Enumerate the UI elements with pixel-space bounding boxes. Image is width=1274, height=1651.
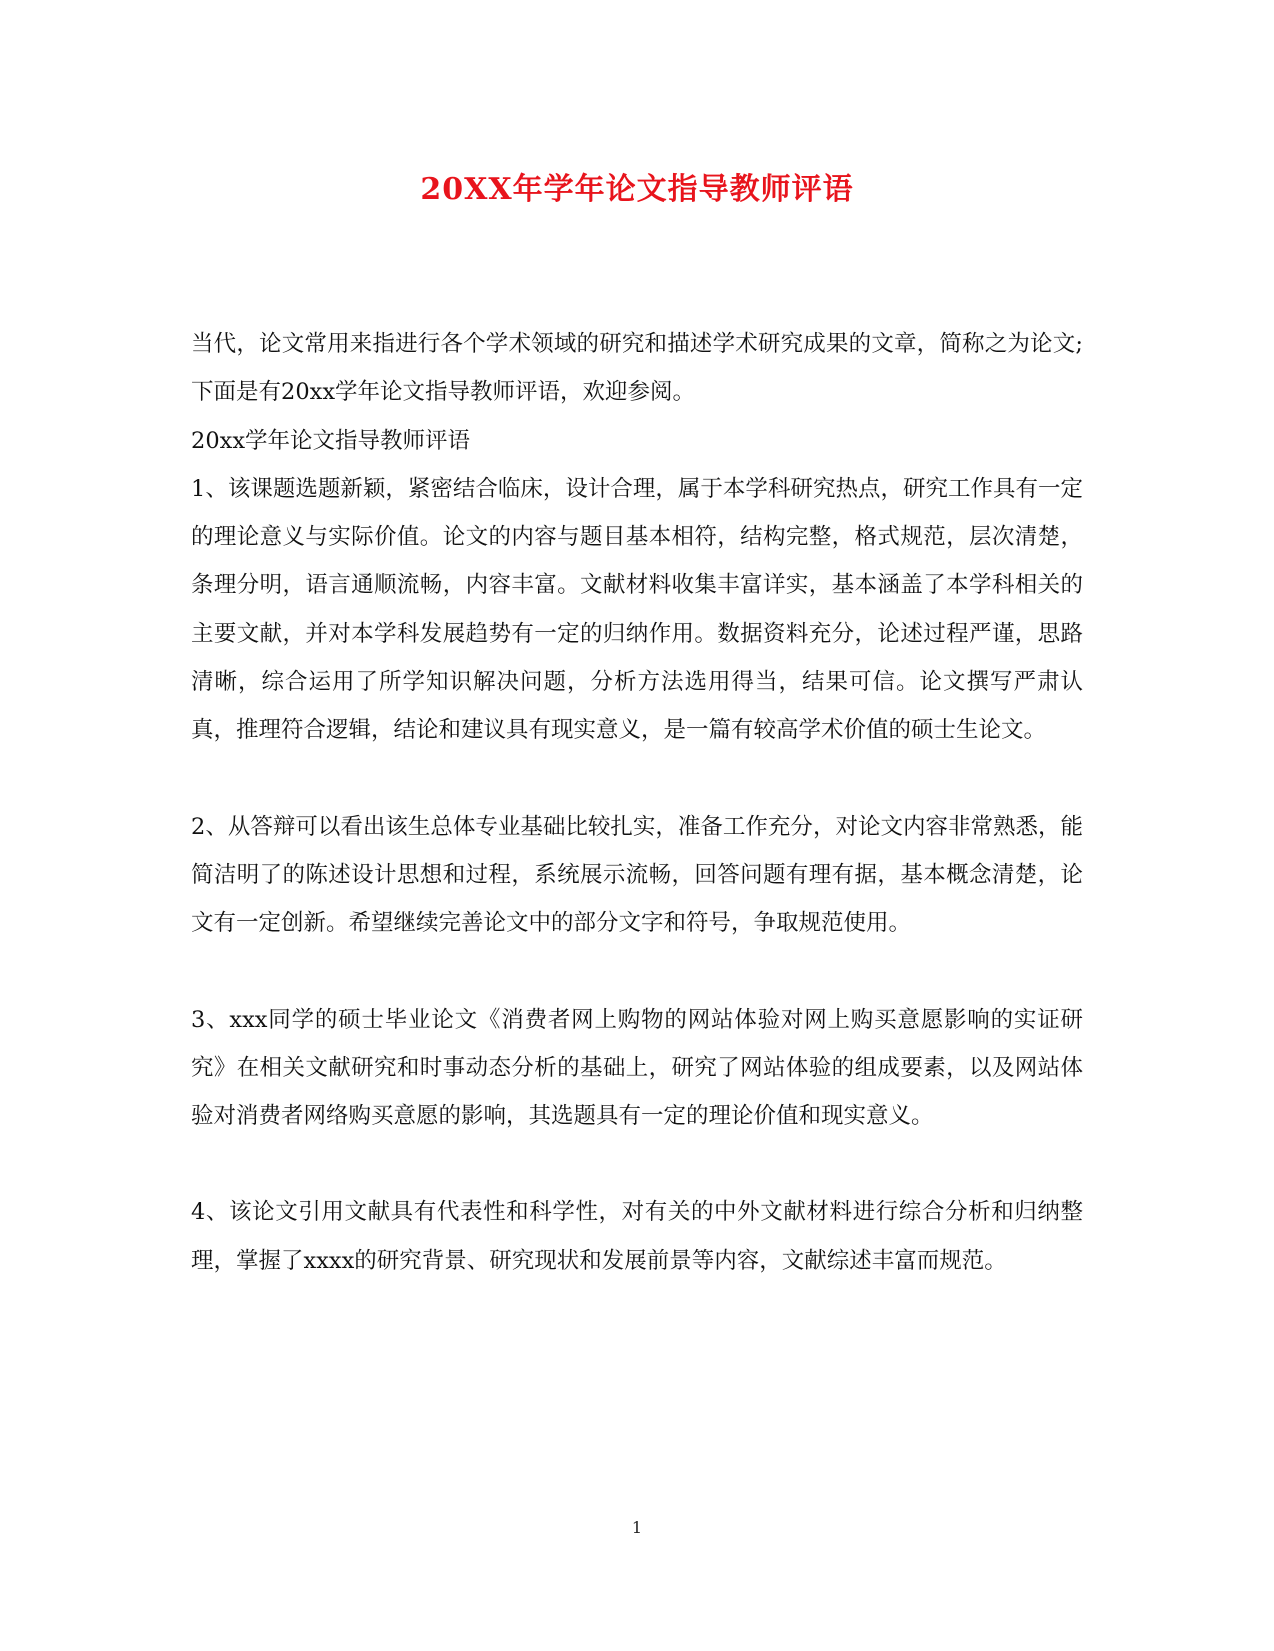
paragraph-gap — [191, 948, 1083, 996]
comment-item-2: 2、从答辩可以看出该生总体专业基础比较扎实，准备工作充分，对论文内容非常熟悉，能简洁明了的陈述设计思想和过程，系统展示流畅，回答问题有理有据，基本概念清楚，论文有一定创新。希望继续完善论文中的部分文字和符号，争取规范使用。 — [191, 813, 1083, 937]
paragraph-gap — [191, 1140, 1083, 1188]
comment-item-4: 4、该论文引用文献具有代表性和科学性，对有关的中外文献材料进行综合分析和归纳整理，掌握了xxxx的研究背景、研究现状和发展前景等内容，文献综述丰富而规范。 — [191, 1199, 1083, 1274]
document-body — [191, 320, 1083, 1285]
document-title: 20XX年学年论文指导教师评语 — [420, 172, 854, 207]
page-number: 1 — [631, 1518, 643, 1537]
paragraph-gap — [191, 755, 1083, 803]
subtitle-paragraph: 20xx学年论文指导教师评语 — [191, 427, 471, 454]
comment-item-3: 3、xxx同学的硕士毕业论文《消费者网上购物的网站体验对网上购买意愿影响的实证研究》在相关文献研究和时事动态分析的基础上，研究了网站体验的组成要素，以及网站体验对消费者网络购买意愿的影响，其选题具有一定的理论价值和现实意义。 — [191, 1006, 1083, 1130]
intro-paragraph: 当代，论文常用来指进行各个学术领域的研究和描述学术研究成果的文章，简称之为论文;下面是有20xx学年论文指导教师评语，欢迎参阅。 — [191, 331, 1083, 406]
comment-item-1: 1、该课题选题新颖，紧密结合临床，设计合理，属于本学科研究热点，研究工作具有一定的理论意义与实际价值。论文的内容与题目基本相符，结构完整，格式规范，层次清楚，条理分明，语言通顺流畅，内容丰富。文献材料收集丰富详实，基本涵盖了本学科相关的主要文献，并对本学科发展趋势有一定的归纳作用。数据资料充分，论述过程严谨，思路清晰，综合运用了所学知识解决问题，分析方法选用得当，结果可信。论文撰写严肃认真，推理符合逻辑，结论和建议具有现实意义，是一篇有较高学术价值的硕士生论文。 — [191, 475, 1083, 744]
